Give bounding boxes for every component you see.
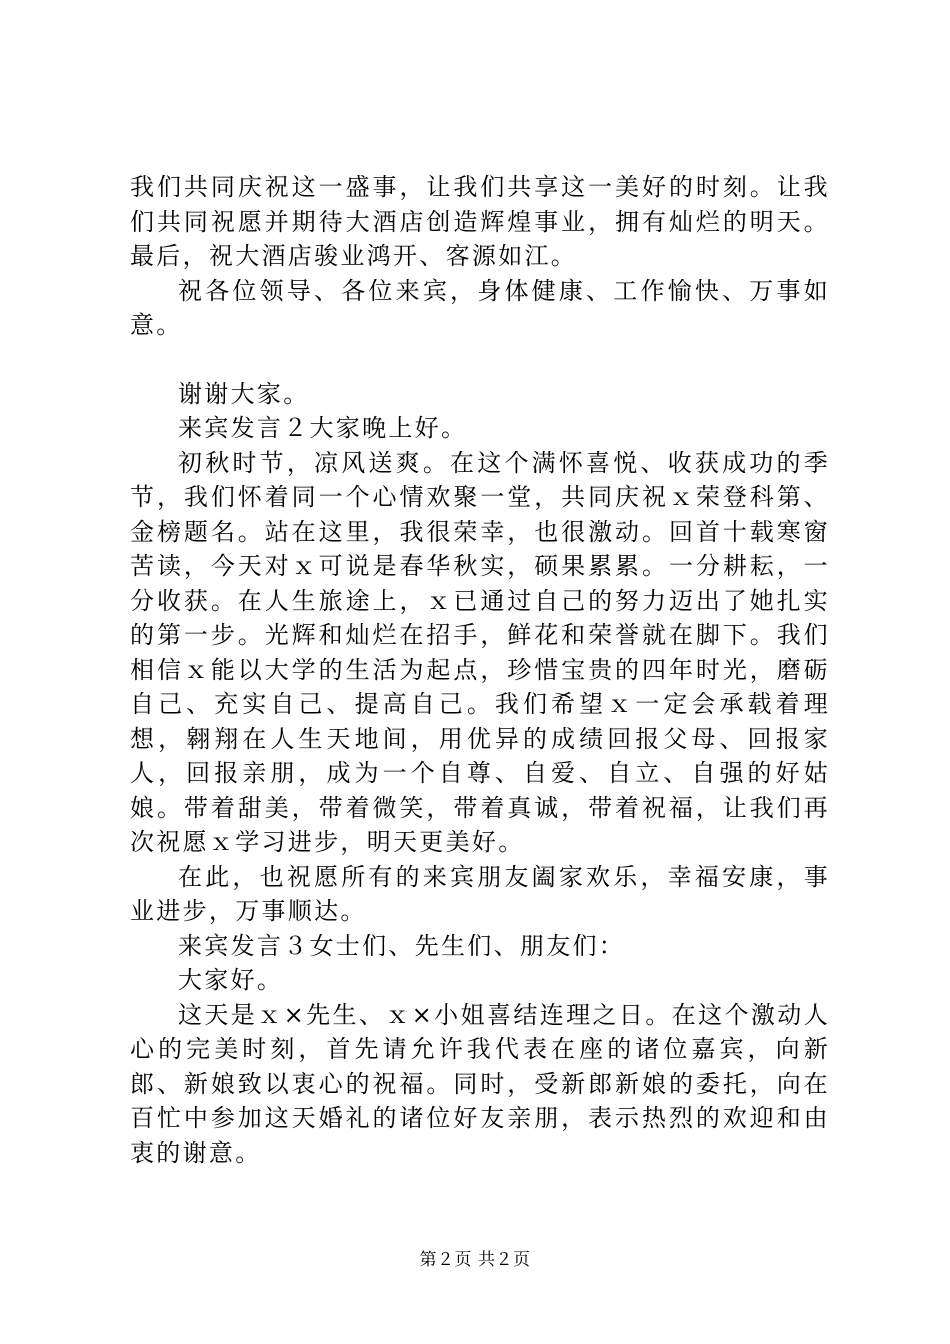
paragraph-speech-2-body: 初秋时节，凉风送爽。在这个满怀喜悦、收获成功的季节，我们怀着同一个心情欢聚一堂，共同庆祝ｘ荣登科第、金榜题名。站在这里，我很荣幸，也很激动。回首十载寒窗苦读，今天对ｘ可说是春华秋实，硕果累累。一分耕耘，一分收获。在人生旅途上，ｘ已通过自己的努力迈出了她扎实的第一步。光辉和灿烂在招手，鲜花和荣誉就在脚下。我们相信ｘ能以大学的生活为起点，珍惜宝贵的四年时光，磨砺自己、充实自己、提高自己。我们希望ｘ一定会承载着理想，翱翔在人生天地间，用优异的成绩回报父母、回报家人，回报亲朋，成为一个自尊、自爱、自立、自强的好姑娘。带着甜美，带着微笑，带着真诚，带着祝福，让我们再次祝愿ｘ学习进步，明天更美好。	[130, 448, 830, 856]
paragraph-speech-2-heading: 来宾发言２大家晚上好。	[178, 414, 468, 442]
paragraph-wishes: 祝各位领导、各位来宾，身体健康、工作愉快、万事如意。	[130, 276, 830, 339]
page-number-footer: 第２页 共２页	[419, 1250, 531, 1270]
document-body	[130, 170, 830, 1170]
paragraph-speech-3-body: 这天是ｘ×先生、ｘ×小姐喜结连理之日。在这个激动人心的完美时刻，首先请允许我代表在座的诸位嘉宾，向新郎、新娘致以衷心的祝福。同时，受新郎新娘的委托，向在百忙中参加这天婚礼的诸位好友亲朋，表示热烈的欢迎和由衷的谢意。	[130, 1000, 830, 1167]
paragraph-celebration-closing: 我们共同庆祝这一盛事，让我们共享这一美好的时刻。让我们共同祝愿并期待大酒店创造辉煌事业，拥有灿烂的明天。最后，祝大酒店骏业鸿开、客源如江。	[130, 173, 830, 270]
paragraph-speech-2-closing: 在此，也祝愿所有的来宾朋友阖家欢乐，幸福安康，事业进步，万事顺达。	[130, 862, 830, 925]
paragraph-speech-3-greeting: 大家好。	[178, 966, 284, 994]
paragraph-speech-3-heading: 来宾发言３女士们、先生们、朋友们：	[178, 931, 626, 960]
paragraph-thanks: 谢谢大家。	[178, 379, 310, 408]
